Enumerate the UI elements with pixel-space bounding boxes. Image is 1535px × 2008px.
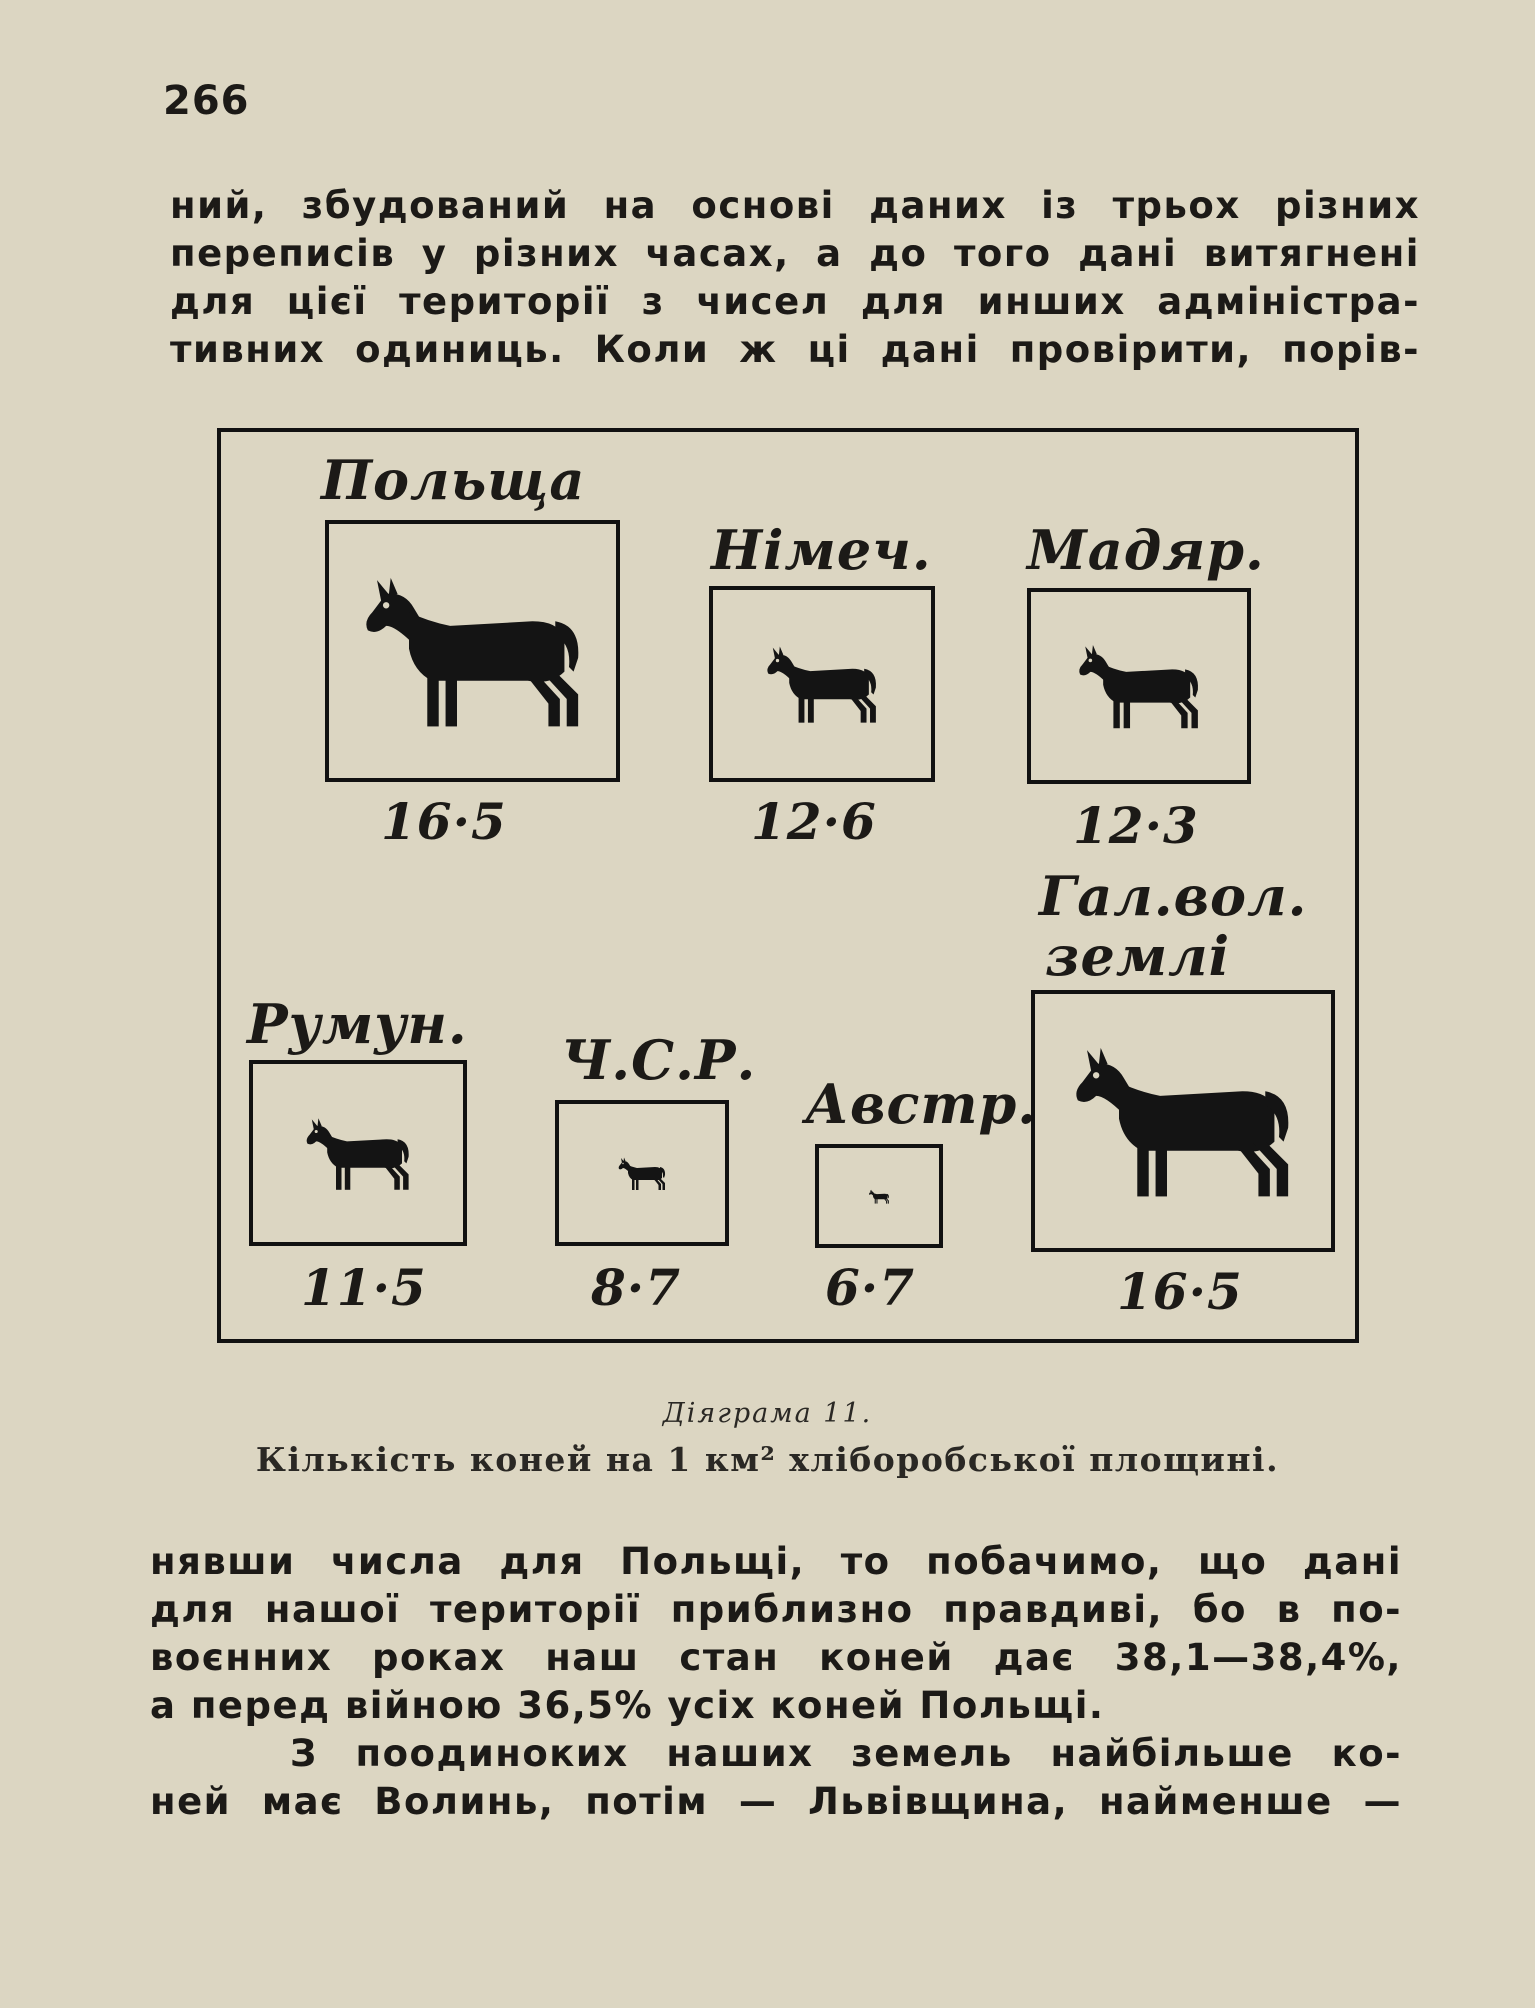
horse-icon bbox=[617, 1156, 667, 1191]
icon-box-austria bbox=[815, 1144, 943, 1248]
text-line: воєнних роках наш стан коней дає 38,1—38,4%, bbox=[150, 1636, 1402, 1679]
bottom-paragraph bbox=[150, 1538, 1402, 1826]
label-line: Гал.вол. bbox=[1039, 864, 1308, 928]
text-line: нявши числа для Польщі, то побачимо, що дані bbox=[150, 1540, 1402, 1583]
value-label-romania: 11·5 bbox=[301, 1258, 427, 1317]
top-paragraph bbox=[170, 182, 1420, 374]
text-line: для цієї території з чисел для инших адміністра- bbox=[170, 280, 1420, 323]
value-label-galician-volhynian-lands: 16·5 bbox=[1117, 1262, 1243, 1321]
text-line: а перед війною 36,5% усіх коней Польщі. bbox=[150, 1684, 1105, 1727]
value-label-hungary: 12·3 bbox=[1073, 796, 1199, 855]
text-line: ней має Волинь, потім — Львівщина, найменше — bbox=[150, 1780, 1402, 1823]
country-label-hungary: Мадяр. bbox=[1027, 518, 1265, 582]
label-line: землі bbox=[1045, 924, 1231, 988]
country-label-czechoslovakia: Ч.С.Р. bbox=[561, 1028, 757, 1092]
value-label-germany: 12·6 bbox=[751, 792, 877, 851]
icon-box-czechoslovakia bbox=[555, 1100, 729, 1246]
horse-icon bbox=[1068, 1041, 1298, 1201]
caption-text: Кількість коней на 1 км² хліборобської площині. bbox=[255, 1440, 1280, 1479]
country-label-austria: Австр. bbox=[805, 1072, 1038, 1136]
value-label-austria: 6·7 bbox=[825, 1258, 915, 1317]
icon-box-hungary bbox=[1027, 588, 1251, 784]
horse-icon bbox=[358, 571, 588, 731]
text-line: тивних одиниць. Коли ж ці дані провірити, порів- bbox=[170, 328, 1420, 371]
icon-box-romania bbox=[249, 1060, 467, 1246]
country-label-poland: Польща bbox=[321, 448, 586, 512]
horse-icon bbox=[303, 1115, 413, 1192]
text-line: для нашої території приблизно правдиві, бо в по- bbox=[150, 1588, 1402, 1631]
country-label-germany: Німеч. bbox=[711, 518, 932, 582]
diagram-frame bbox=[217, 428, 1359, 1343]
horse-icon bbox=[763, 643, 881, 725]
country-label-galician-volhynian-lands bbox=[1039, 866, 1307, 986]
text-line: переписів у різних часах, а до того дані витягнені bbox=[170, 232, 1420, 275]
icon-box-poland bbox=[325, 520, 620, 782]
text-line: З поодиноких наших земель найбільше ко- bbox=[290, 1732, 1402, 1775]
horse-icon bbox=[868, 1189, 890, 1204]
page-number: 266 bbox=[163, 78, 250, 124]
horse-icon bbox=[1075, 641, 1203, 731]
value-label-czechoslovakia: 8·7 bbox=[591, 1258, 681, 1317]
value-label-poland: 16·5 bbox=[381, 792, 507, 851]
caption-title: Діяграма 11. bbox=[662, 1398, 873, 1429]
country-label-romania: Румун. bbox=[247, 992, 468, 1056]
icon-box-galician-volhynian-lands bbox=[1031, 990, 1335, 1252]
text-line: ний, збудований на основі даних із трьох різних bbox=[170, 184, 1420, 227]
icon-box-germany bbox=[709, 586, 935, 782]
